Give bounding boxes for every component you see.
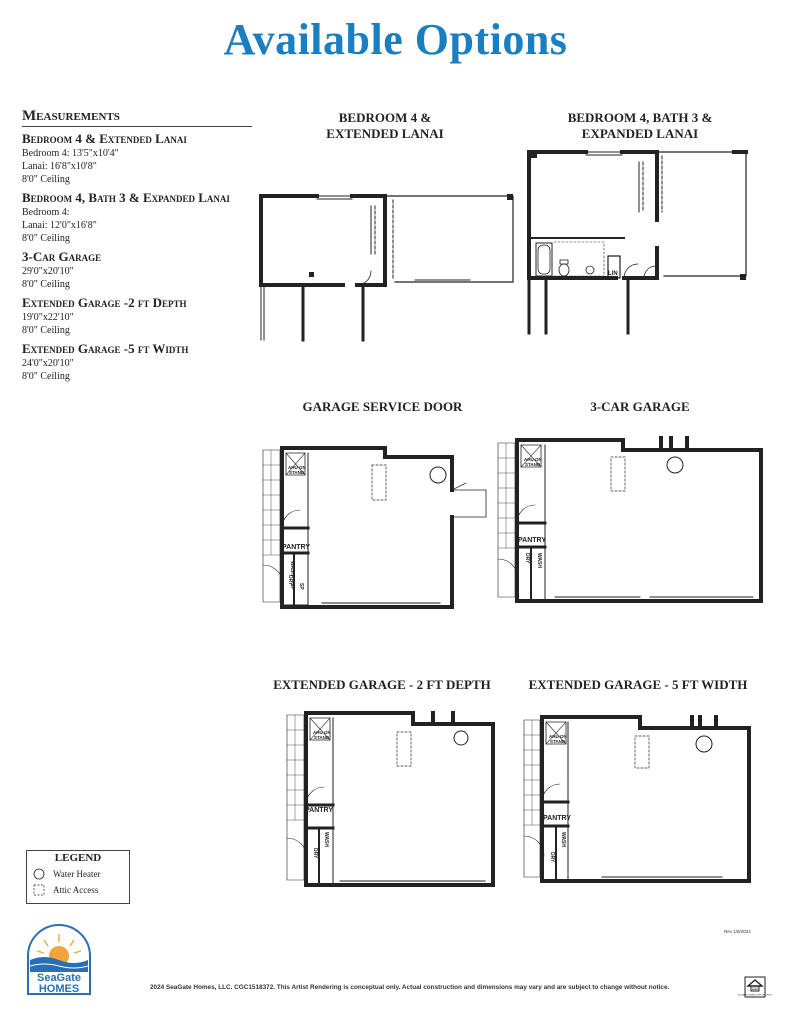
floorplan-3-car-garage xyxy=(495,435,765,605)
measurement-item xyxy=(22,189,252,245)
measurement-title: Extended Garage -5 ft Width xyxy=(22,341,189,356)
plan-label-3-car-garage: 3-CAR GARAGE xyxy=(590,399,690,414)
measurement-line: Bedroom 4: 13'5"x10'4" xyxy=(22,148,119,159)
legend xyxy=(26,850,130,904)
measurement-item xyxy=(22,340,252,383)
plan-label-extended-width: EXTENDED GARAGE - 5 FT WIDTH xyxy=(528,677,748,692)
dry-label: DRY xyxy=(524,553,530,564)
legend-title: LEGEND xyxy=(54,852,102,864)
ahu-label: STAND xyxy=(289,470,305,475)
measurement-line: Lanai: 12'0"x16'8" xyxy=(22,220,97,231)
measurement-line: 19'0"x22'10" xyxy=(22,312,74,323)
measurement-line: 8'0" Ceiling xyxy=(22,325,70,336)
measurement-item xyxy=(22,294,252,337)
measurement-line: Lanai: 16'8"x10'8" xyxy=(22,161,97,172)
legend-row xyxy=(33,884,98,898)
plan-label-line: EXPANDED LANAI xyxy=(581,126,699,141)
plan-label-service-door: GARAGE SERVICE DOOR xyxy=(302,399,463,414)
logo-text: SeaGate xyxy=(36,972,82,984)
eho-text: EQUAL HOUSING OPPORTUNITY xyxy=(737,994,773,997)
measurement-title: Bedroom 4 & Extended Lanai xyxy=(22,131,187,146)
legend-water-heater-label: Water Heater xyxy=(53,869,101,880)
logo-text: HOMES xyxy=(38,983,80,995)
ahu-label: AHU ON xyxy=(524,457,542,462)
measurement-line: 8'0" Ceiling xyxy=(22,371,70,382)
measurement-line: 29'0"x20'10" xyxy=(22,266,74,277)
measurement-title: 3-Car Garage xyxy=(22,249,102,264)
measurements-panel xyxy=(22,108,252,386)
equal-housing-icon xyxy=(737,976,773,998)
plan-label-line: BEDROOM 4 & xyxy=(338,110,432,125)
wash-label: WASH xyxy=(560,832,566,847)
plan-label-line: EXTENDED LANAI xyxy=(326,126,444,141)
dry-label: DRY xyxy=(312,848,318,859)
floorplan-garage-service-door xyxy=(260,445,490,610)
ahu-label: AHU ON xyxy=(313,730,331,735)
measurement-item xyxy=(22,248,252,291)
ahu-label: AHU ON xyxy=(288,465,306,470)
dry-label: DRY xyxy=(549,852,555,863)
floorplan-bedroom4-bath3 xyxy=(524,148,756,338)
wash-label: WASH xyxy=(289,561,295,576)
pantry-label: PANTRY xyxy=(518,537,546,544)
pantry-label: PANTRY xyxy=(282,544,310,551)
measurement-line: 24'0"x20'10" xyxy=(22,358,74,369)
measurement-title: Extended Garage -2 ft Depth xyxy=(22,295,187,310)
plan-label-extended-depth: EXTENDED GARAGE - 2 FT DEPTH xyxy=(273,677,491,692)
water-heater-icon xyxy=(33,868,45,882)
ahu-label: STAND xyxy=(314,735,330,740)
pantry-label: PANTRY xyxy=(305,807,333,814)
page-title: Available Options xyxy=(223,15,568,64)
plan-label-bedroom4-lanai xyxy=(300,110,470,142)
measurement-line: Bedroom 4: xyxy=(22,207,70,218)
ahu-label: AHU ON xyxy=(549,734,567,739)
plan-label-line: BEDROOM 4, BATH 3 & xyxy=(567,110,713,125)
measurement-item xyxy=(22,130,252,186)
measurement-title: Bedroom 4, Bath 3 & Expanded Lanai xyxy=(22,190,230,205)
measurement-line: 8'0" Ceiling xyxy=(22,174,70,185)
seagate-logo xyxy=(24,926,94,998)
floorplan-bedroom4-lanai xyxy=(255,190,525,345)
linen-label: LIN xyxy=(608,271,618,277)
sp-label: SP xyxy=(298,583,304,590)
legend-attic-access-label: Attic Access xyxy=(53,885,99,896)
measurement-line: 8'0" Ceiling xyxy=(22,233,70,244)
dry-label: DRY xyxy=(287,575,293,586)
footer-disclaimer: 2024 SeaGate Homes, LLC. CGC1518372. This Artist Rendering is conceptual only. Actual construction and dimensions may vary and are subject to change without notice. xyxy=(150,984,670,991)
wash-label: WASH xyxy=(323,832,329,847)
plan-label-bedroom4-bath3 xyxy=(540,110,740,142)
ahu-label: STAND xyxy=(550,739,566,744)
measurement-line: 8'0" Ceiling xyxy=(22,279,70,290)
ahu-label: STAND xyxy=(525,462,541,467)
floorplan-extended-depth xyxy=(285,710,500,890)
floorplan-extended-width xyxy=(522,712,757,887)
measurements-heading: Measurements xyxy=(22,108,252,127)
sp-label: SP xyxy=(289,583,295,590)
pantry-label: PANTRY xyxy=(543,815,571,822)
revision-date: Rev 1/9/2024 xyxy=(724,929,751,934)
legend-row xyxy=(33,868,101,882)
attic-access-icon xyxy=(33,884,45,898)
wash-label: WASH xyxy=(536,553,542,568)
